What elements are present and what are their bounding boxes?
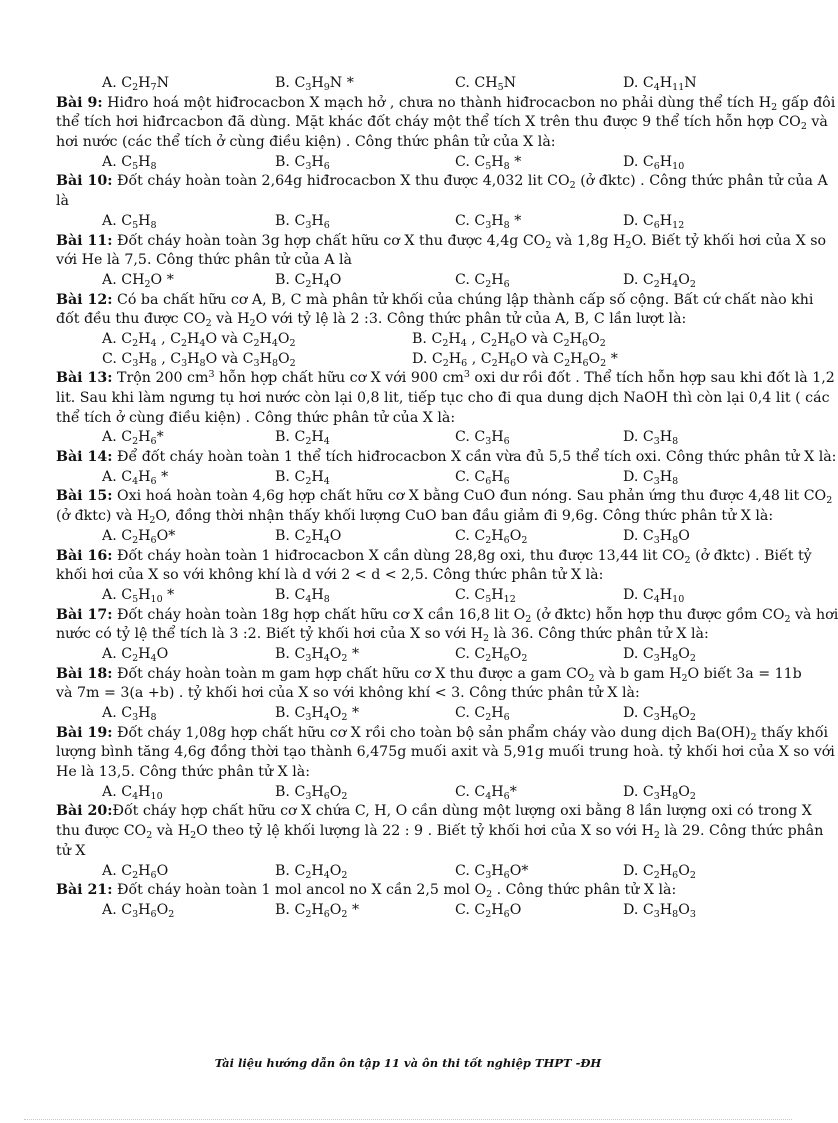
answer-option: D. $C_6H_{10}$ [623,153,685,172]
question-text-line: với He là 7,5. Công thức phân tử của A là [56,252,353,269]
answer-option: B. $C_3H_4O_2$ * [275,705,360,723]
answer-options-row [56,428,776,448]
question-text: Oxi hoá hoàn toàn 4,6g hợp chất hữu cơ X bằng CuO đun nóng. Sau phản ứng thu được 4,48 lit $CO_2$ [112,488,833,507]
question-text-line: nước có tỷ lệ thể tích là 3 :2. Biết tỷ khối hơi của X so với $H_2$ là 36. Công thức phân tử X là: [56,626,709,645]
answer-option: B. $C_3H_9N$ * [275,75,354,93]
answer-options-row [56,153,776,173]
question-line [56,665,802,685]
answer-option: B. $C_2H_4O$ [275,527,342,546]
question-line [56,232,827,252]
question-text-line: tử X [56,842,86,859]
answer-option: A. $C_2H_7N$ [102,75,170,93]
question-number: Bài 12: [56,291,113,308]
question-text: Hiđro hoá một hiđrocacbon X mạch hở , chưa no thành hiđrocacbon no phải dùng thể tích $H_2$ gấp đôi [102,94,836,113]
question-text-line: He là 13,5. Công thức phân tử X là: [56,764,311,781]
answer-option: B. $C_4H_8$ [275,586,330,605]
answer-option: D. $C_3H_8O_2$ [623,783,696,802]
question-number: Bài 17: [56,606,113,623]
question-number: Bài 21: [56,882,113,899]
question-text-line: thể tích hơi hiđrcacbon đã dùng. Mặt khác đốt cháy một thể tích X trên thu được 9 thể tích hỗn hợp $CO_2$ và [56,114,828,133]
answer-option: B. $C_2H_4$ , $C_2H_6O$ và $C_2H_6O_2$ [412,330,606,349]
answer-option: D. $C_3H_8$ [623,429,679,448]
answer-option: A. $C_4H_{10}$ [102,783,163,802]
question-text-line: đốt đều thu được $CO_2$ và $H_2O$ với tỷ lệ là 2 :3. Công thức phân tử của A, B, C lần lượt là: [56,311,687,330]
answer-option: A. $C_2H_4O$ [102,645,169,664]
question-number: Bài 18: [56,665,113,682]
question-number: Bài 13: [56,370,113,387]
question-number: Bài 14: [56,449,113,466]
answer-option: A. $C_4H_6$ * [102,468,169,487]
question-text-line: lượng bình tăng 4,6g đồng thời tạo thành 6,475g muối axit và 5,91g muối trung hoà. tỷ khối hơi của X so với [56,744,835,761]
answer-option: C. $C_3H_8$ , $C_3H_8O$ và $C_3H_8O_2$ [102,350,296,369]
answer-option: B. $C_2H_6O_2$ * [275,901,360,920]
answer-option: A. $C_5H_{10}$ * [102,586,175,605]
question-line [56,487,833,507]
answer-option: C. $C_6H_6$ [455,468,510,487]
answer-option: C. $CH_5N$ [455,75,517,93]
answer-options-row [56,862,776,882]
question-list [56,74,838,921]
question-text-line: là [56,193,69,210]
question-text-line: thể tích ở cùng điều kiện) . Công thức phân tử của X là: [56,409,456,426]
question-text: Đốt cháy 1,08g hợp chất hữu cơ X rồi cho toàn bộ sản phẩm cháy vào dung dịch $Ba(OH)_2$ thấy khối [112,724,829,743]
answer-option: C. $C_2H_6$ [455,271,510,290]
answer-option: C. $C_2H_6O_2$ [455,645,528,664]
answer-option: A. $C_3H_8$ [102,705,157,723]
question-text-line: thu được $CO_2$ và $H_2O$ theo tỷ lệ khối lượng là 22 : 9 . Biết tỷ khối hơi của X so với $H_2$ là 29. Công thức phân [56,823,824,842]
question-text-line: và 7m = 3(a +b) . tỷ khối hơi của X so với không khí < 3. Công thức phân tử X là: [56,685,640,702]
question-text: Đốt cháy hoàn toàn 1 hiđrocacbon X cần dùng 28,8g oxi, thu được 13,44 lit $CO_2$ (ở đktc) . Biết tỷ [112,547,812,566]
question-text: Đốt cháy hoàn toàn 2,64g hiđrocacbon X thu được 4,032 lit $CO_2$ (ở đktc) . Công thức phân tử của A [112,173,828,192]
question-line [56,369,835,389]
question-number: Bài 19: [56,724,113,741]
answer-option: A. $C_5H_8$ [102,212,157,231]
answer-options-row [56,468,776,488]
question-text-line: hơi nước (các thể tích ở cùng điều kiện) . Công thức phân tử của X là: [56,134,556,151]
answer-options-row [56,901,776,921]
question-text: Trộn 200 $cm^3$ hỗn hợp chất hữu cơ X với 900 $cm^3$ oxi dư rồi đốt . Thể tích hỗn hợp sau khi đốt là 1,2 [112,369,835,387]
answer-options-row [56,330,776,350]
answer-option: D. $C_4H_{11}N$ [623,75,697,93]
question-text: Đốt cháy hoàn toàn 1 mol ancol no X cần 2,5 mol $O_2$ . Công thức phân tử X là: [112,882,677,901]
question-text: Để đốt cháy hoàn toàn 1 thể tích hiđrocacbon X cần vừa đủ 5,5 thể tích oxi. Công thức phân tử X là: [112,449,837,466]
question-line [56,291,814,311]
question-number: Bài 15: [56,488,113,505]
answer-option: C. $C_3H_6O*$ [455,862,529,881]
question-line [56,172,828,192]
question-line [56,448,837,468]
question-number: Bài 16: [56,547,113,564]
question-line [56,802,812,822]
question-line [56,547,812,567]
answer-option: B. $C_2H_4$ [275,468,330,487]
question-text-line: lit. Sau khi làm ngưng tụ hơi nước còn lại 0,8 lit, tiếp tục cho đi qua dung dịch NaOH thì còn lại 0,4 lit ( các [56,390,830,406]
answer-option: A. $C_2H_4$ , $C_2H_4O$ và $C_2H_4O_2$ [102,330,296,349]
answer-option: D. $C_3H_8O$ [623,527,690,546]
question-text-line: (ở đktc) và $H_2O$, đồng thời nhận thấy khối lượng CuO ban đầu giảm đi 9,6g. Công thức phân tử X là: [56,508,774,527]
answer-options-row [56,704,776,724]
answer-option: C. $C_3H_8$ * [455,212,522,231]
answer-option: D. $C_2H_4O_2$ [623,271,696,290]
question-text: Đốt cháy hoàn toàn m gam hợp chất hữu cơ X thu được a gam $CO_2$ và b gam $H_2O$ biết 3a = 11b [112,665,802,684]
answer-options-row [56,74,776,94]
question-text: Đốt cháy hợp chất hữu cơ X chứa C, H, O cần dùng một lượng oxi bằng 8 lần lượng oxi có trong X [112,803,812,820]
answer-options-row [56,527,776,547]
answer-options-row [56,212,776,232]
answer-option: D. $C_3H_8$ [623,468,679,487]
answer-option: A. $C_2H_6O$ [102,862,169,881]
answer-option: B. $C_3H_4O_2$ * [275,645,360,664]
answer-option: D. $C_3H_8O_2$ [623,645,696,664]
answer-option: C. $C_5H_8$ * [455,153,522,172]
answer-option: D. $C_3H_8O_3$ [623,901,696,920]
answer-option: C. $C_2H_6$ [455,705,510,723]
answer-option: D. $C_3H_6O_2$ [623,705,696,723]
answer-option: B. $C_3H_6O_2$ [275,783,348,802]
answer-options-row [56,783,776,803]
question-text: Đốt cháy hoàn toàn 18g hợp chất hữu cơ X cần 16,8 lit $O_2$ (ở đktc) hỗn hợp thu được gồm $CO_2$ và hơi [112,606,838,625]
answer-option: B. $C_2H_4$ [275,429,330,448]
question-line [56,606,838,626]
answer-option: A. $C_2H_6*$ [102,429,164,448]
answer-option: D. $C_6H_{12}$ [623,212,685,231]
answer-option: B. $C_3H_6$ [275,153,330,172]
question-number: Bài 10: [56,173,113,190]
answer-option: A. $C_3H_6O_2$ [102,901,175,920]
question-text-line: khối hơi của X so với không khí là d với 2 < d < 2,5. Công thức phân tử X là: [56,567,604,584]
question-line [56,881,776,901]
answer-option: B. $C_2H_4O$ [275,271,342,290]
question-line [56,724,829,744]
answer-options-row [56,586,776,606]
answer-options-row [56,645,776,665]
answer-option: A. $C_2H_6O*$ [102,527,176,546]
answer-option: C. $C_5H_{12}$ [455,586,516,605]
answer-option: C. $C_2H_6O_2$ [455,527,528,546]
answer-option: D. $C_4H_{10}$ [623,586,685,605]
question-number: Bài 9: [56,94,103,111]
page-footer: Tài liệu hướng dẫn ôn tập 11 và ôn thi tốt nghiệp THPT -ĐH [214,1056,602,1070]
answer-option: C. $C_3H_6$ [455,429,510,448]
answer-option: C. $C_2H_6O$ [455,901,522,920]
answer-option: D. $C_2H_6O_2$ [623,862,696,881]
answer-option: A. $C_5H_8$ [102,153,157,172]
question-number: Bài 11: [56,232,113,249]
answer-option: D. $C_2H_6$ , $C_2H_6O$ và $C_2H_6O_2$ * [412,350,618,369]
answer-options-row [56,271,776,291]
answer-option: C. $C_4H_6*$ [455,783,517,802]
question-line [56,94,836,114]
answer-options-row [56,350,776,370]
question-number: Bài 20: [56,803,113,820]
question-text: Đốt cháy hoàn toàn 3g hợp chất hữu cơ X thu được 4,4g $CO_2$ và 1,8g $H_2O$. Biết tỷ khối hơi của X so [112,232,827,251]
answer-option: B. $C_3H_6$ [275,212,330,231]
answer-option: A. $CH_2O$ * [102,271,174,290]
answer-option: B. $C_2H_4O_2$ [275,862,348,881]
question-text: Có ba chất hữu cơ A, B, C mà phân tử khối của chúng lập thành cấp số cộng. Bất cứ chất nào khi [112,291,814,308]
bottom-dotted-rule [24,1119,792,1120]
